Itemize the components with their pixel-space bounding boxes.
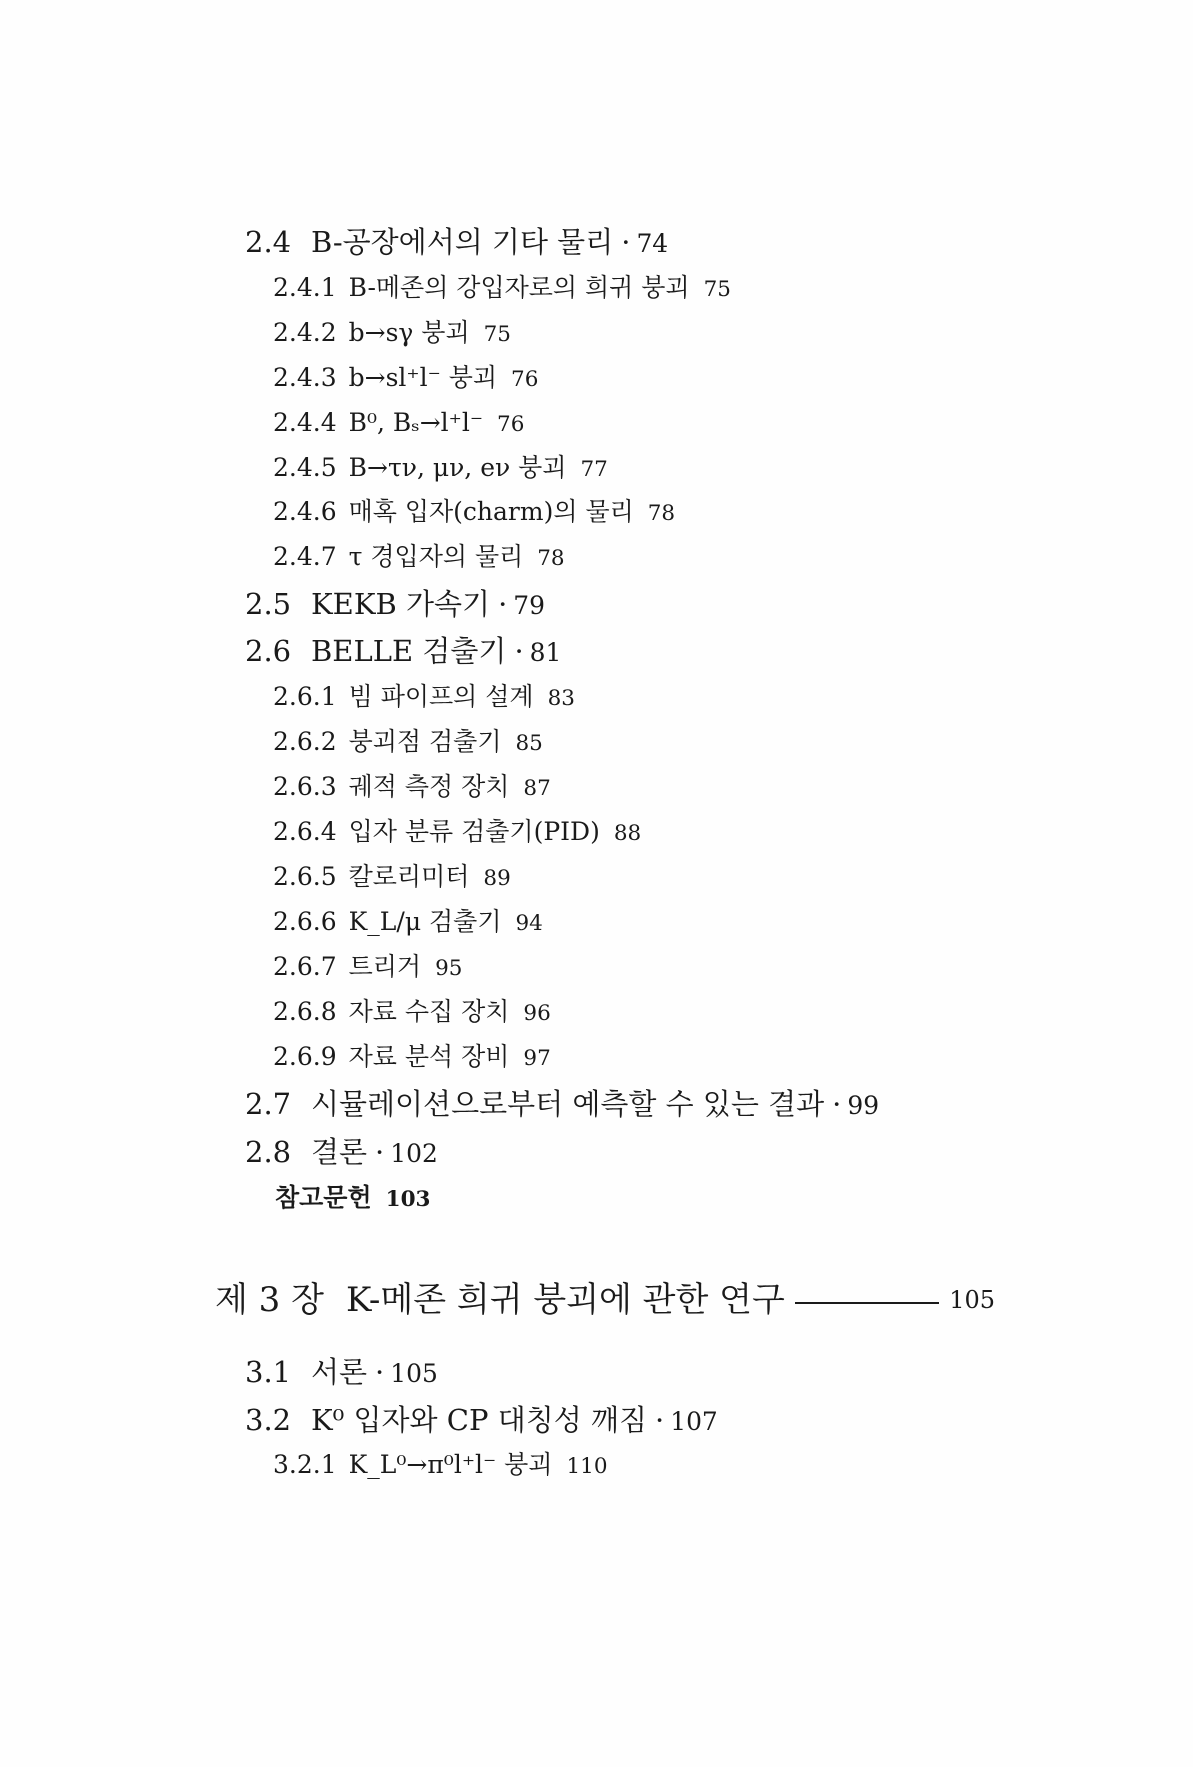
entry-number: 2.4.1 xyxy=(273,273,337,302)
entry-title: 칼로리미터 xyxy=(348,862,470,891)
entry-title: B⁰, Bₛ→l⁺l⁻ xyxy=(348,408,484,437)
entry-number: 2.4.3 xyxy=(273,363,337,392)
entry-page: 97 xyxy=(523,1046,551,1071)
separator-dot: · xyxy=(375,1355,385,1389)
entry-page: 76 xyxy=(511,367,539,392)
entry-number: 2.6.7 xyxy=(273,952,337,981)
entry-page: 94 xyxy=(515,911,543,936)
entry-title: 참고문헌 xyxy=(275,1183,372,1212)
entry-number: 2.6.6 xyxy=(273,907,337,936)
toc-entry xyxy=(245,225,669,259)
entry-title: B→τν, μν, eν 붕괴 xyxy=(348,453,567,482)
entry-page: 103 xyxy=(385,1187,431,1212)
entry-number: 2.6.4 xyxy=(273,817,337,846)
chapter-heading xyxy=(215,1280,995,1320)
entry-page: 81 xyxy=(529,638,562,667)
entry-title: 붕괴점 검출기 xyxy=(348,727,502,756)
separator-dot: · xyxy=(832,1087,842,1121)
toc-entry xyxy=(273,954,462,980)
separator-dot: · xyxy=(375,1135,385,1169)
toc-entry xyxy=(273,864,511,890)
entry-page: 78 xyxy=(647,501,676,526)
entry-title: BELLE 검출기 xyxy=(311,634,507,668)
separator-dot: · xyxy=(654,1403,665,1437)
chapter-title: K-메존 희귀 붕괴에 관한 연구 xyxy=(345,1280,785,1320)
entry-title: 매혹 입자(charm)의 물리 xyxy=(348,497,634,526)
entry-page: 76 xyxy=(497,412,525,437)
toc-entry xyxy=(273,1044,551,1070)
entry-title: 빔 파이프의 설계 xyxy=(348,682,534,711)
entry-title: 궤적 측정 장치 xyxy=(348,772,510,801)
entry-number: 2.6.9 xyxy=(273,1042,337,1071)
entry-number: 2.6.5 xyxy=(273,862,337,891)
entry-title: B-공장에서의 기타 물리 xyxy=(311,225,614,259)
toc-entry xyxy=(273,499,675,525)
toc-entry xyxy=(245,587,546,621)
entry-number: 3.1 xyxy=(245,1355,292,1389)
toc-entry xyxy=(273,544,565,570)
entry-page: 87 xyxy=(523,776,551,801)
entry-number: 3.2 xyxy=(245,1403,292,1437)
references-entry xyxy=(275,1185,431,1211)
entry-number: 2.4 xyxy=(245,225,292,259)
entry-title: KEKB 가속기 xyxy=(311,587,491,621)
toc-entry xyxy=(245,634,562,668)
entry-title: K_L⁰→π⁰l⁺l⁻ 붕괴 xyxy=(348,1450,553,1479)
entry-number: 2.6.3 xyxy=(273,772,337,801)
entry-number: 2.4.2 xyxy=(273,318,337,347)
entry-number: 2.8 xyxy=(245,1135,292,1169)
toc-entry xyxy=(245,1135,438,1169)
entry-number: 3.2.1 xyxy=(273,1450,337,1479)
toc-entry xyxy=(245,1087,880,1121)
toc-entry xyxy=(273,1452,608,1478)
entry-page: 75 xyxy=(703,277,731,302)
entry-page: 102 xyxy=(390,1139,438,1168)
toc-entry xyxy=(273,909,543,935)
toc-entry xyxy=(273,774,551,800)
entry-number: 2.7 xyxy=(245,1087,292,1121)
entry-page: 95 xyxy=(435,956,463,981)
entry-title: 시뮬레이션으로부터 예측할 수 있는 결과 xyxy=(311,1087,825,1121)
entry-page: 75 xyxy=(483,322,511,347)
toc-entry xyxy=(273,320,511,346)
toc-entry xyxy=(273,729,543,755)
entry-number: 2.4.4 xyxy=(273,408,337,437)
toc-entry xyxy=(273,410,524,436)
entry-page: 83 xyxy=(547,686,575,711)
separator-dot: · xyxy=(498,587,508,621)
entry-number: 2.4.6 xyxy=(273,497,337,526)
entry-title: 서론 xyxy=(311,1355,368,1389)
entry-title: K_L/μ 검출기 xyxy=(348,907,502,936)
toc-entry xyxy=(273,365,538,391)
entry-title: 입자 분류 검출기(PID) xyxy=(348,817,600,846)
entry-page: 110 xyxy=(566,1454,608,1479)
toc-entry xyxy=(273,819,641,845)
entry-number: 2.4.7 xyxy=(273,542,337,571)
entry-title: 결론 xyxy=(311,1135,368,1169)
entry-page: 107 xyxy=(670,1407,718,1436)
entry-page: 79 xyxy=(513,591,546,620)
entry-page: 88 xyxy=(613,821,642,846)
entry-page: 74 xyxy=(636,229,669,258)
chapter-page: 105 xyxy=(949,1286,995,1314)
toc-entry xyxy=(273,999,551,1025)
entry-number: 2.6.8 xyxy=(273,997,337,1026)
entry-number: 2.6 xyxy=(245,634,292,668)
entry-title: 자료 수집 장치 xyxy=(348,997,510,1026)
entry-number: 2.4.5 xyxy=(273,453,337,482)
separator-dot: · xyxy=(621,225,631,259)
toc-entry xyxy=(245,1403,718,1437)
entry-page: 96 xyxy=(523,1001,551,1026)
leader-rule xyxy=(795,1302,939,1304)
entry-page: 99 xyxy=(847,1091,880,1120)
toc-entry xyxy=(273,684,575,710)
toc-entry xyxy=(273,275,731,301)
entry-number: 2.6.1 xyxy=(273,682,337,711)
chapter-label: 제 3 장 xyxy=(215,1280,324,1320)
entry-page: 78 xyxy=(537,546,565,571)
entry-title: B-메존의 강입자로의 희귀 붕괴 xyxy=(348,273,690,302)
entry-page: 89 xyxy=(483,866,511,891)
separator-dot: · xyxy=(514,634,524,668)
entry-page: 85 xyxy=(515,731,543,756)
entry-title: 자료 분석 장비 xyxy=(348,1042,510,1071)
entry-title: K⁰ 입자와 CP 대칭성 깨짐 xyxy=(311,1403,647,1437)
entry-page: 77 xyxy=(580,457,608,482)
entry-title: b→sl⁺l⁻ 붕괴 xyxy=(348,363,498,392)
entry-title: b→sγ 붕괴 xyxy=(348,318,470,347)
entry-number: 2.6.2 xyxy=(273,727,337,756)
toc-entry xyxy=(245,1355,438,1389)
entry-number: 2.5 xyxy=(245,587,292,621)
entry-title: 트리거 xyxy=(348,952,422,981)
toc-entry xyxy=(273,455,608,481)
entry-page: 105 xyxy=(390,1359,438,1388)
entry-title: τ 경입자의 물리 xyxy=(348,542,524,571)
